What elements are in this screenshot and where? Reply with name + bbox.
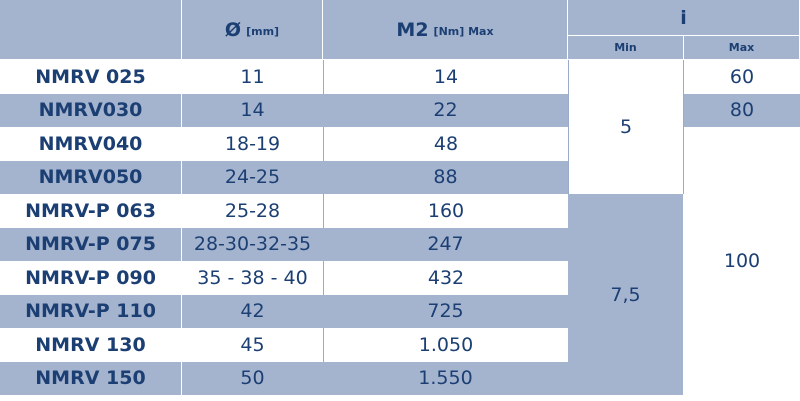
row-diameter: 28-30-32-35	[182, 228, 323, 262]
row-diameter: 35 - 38 - 40	[182, 261, 323, 295]
row-diameter: 11	[182, 60, 323, 94]
header-ratio	[568, 0, 800, 36]
ratio-min-group-2: 7,5	[568, 194, 684, 395]
ratio-max-group: 100	[684, 127, 800, 395]
row-diameter: 24-25	[182, 161, 323, 195]
row-model: NMRV030	[0, 94, 182, 128]
row-model: NMRV-P 110	[0, 295, 182, 329]
row-model: NMRV-P 090	[0, 261, 182, 295]
row-m2: 1.050	[323, 328, 568, 362]
row-m2: 48	[323, 127, 568, 161]
header-corner	[0, 0, 182, 60]
row-diameter: 25-28	[182, 194, 323, 228]
diameter-unit: [mm]	[246, 25, 280, 38]
row-diameter: 18-19	[182, 127, 323, 161]
row-m2: 432	[323, 261, 568, 295]
header-m2	[323, 0, 568, 60]
row-model: NMRV 025	[0, 60, 182, 94]
row-model: NMRV050	[0, 161, 182, 195]
row-m2: 160	[323, 194, 568, 228]
row-model: NMRV 130	[0, 328, 182, 362]
m2-unit: [Nm] Max	[433, 25, 494, 38]
row-m2: 22	[323, 94, 568, 128]
diameter-symbol: Ø	[224, 18, 242, 41]
row-diameter: 42	[182, 295, 323, 329]
row-model: NMRV040	[0, 127, 182, 161]
header-ratio-max: Max	[684, 36, 800, 60]
header-ratio-min: Min	[568, 36, 684, 60]
ratio-max-row-1: 60	[684, 60, 800, 94]
ratio-label: i	[680, 6, 687, 29]
ratio-min-group-1: 5	[568, 60, 684, 194]
row-m2: 14	[323, 60, 568, 94]
row-diameter: 14	[182, 94, 323, 128]
row-model: NMRV 150	[0, 362, 182, 396]
row-diameter: 45	[182, 328, 323, 362]
row-m2: 88	[323, 161, 568, 195]
m2-label: M2	[396, 18, 429, 41]
ratio-max-row-2: 80	[684, 94, 800, 128]
row-m2: 1.550	[323, 362, 568, 396]
header-diameter	[182, 0, 323, 60]
row-model: NMRV-P 075	[0, 228, 182, 262]
row-m2: 725	[323, 295, 568, 329]
row-m2: 247	[323, 228, 568, 262]
row-model: NMRV-P 063	[0, 194, 182, 228]
row-diameter: 50	[182, 362, 323, 396]
